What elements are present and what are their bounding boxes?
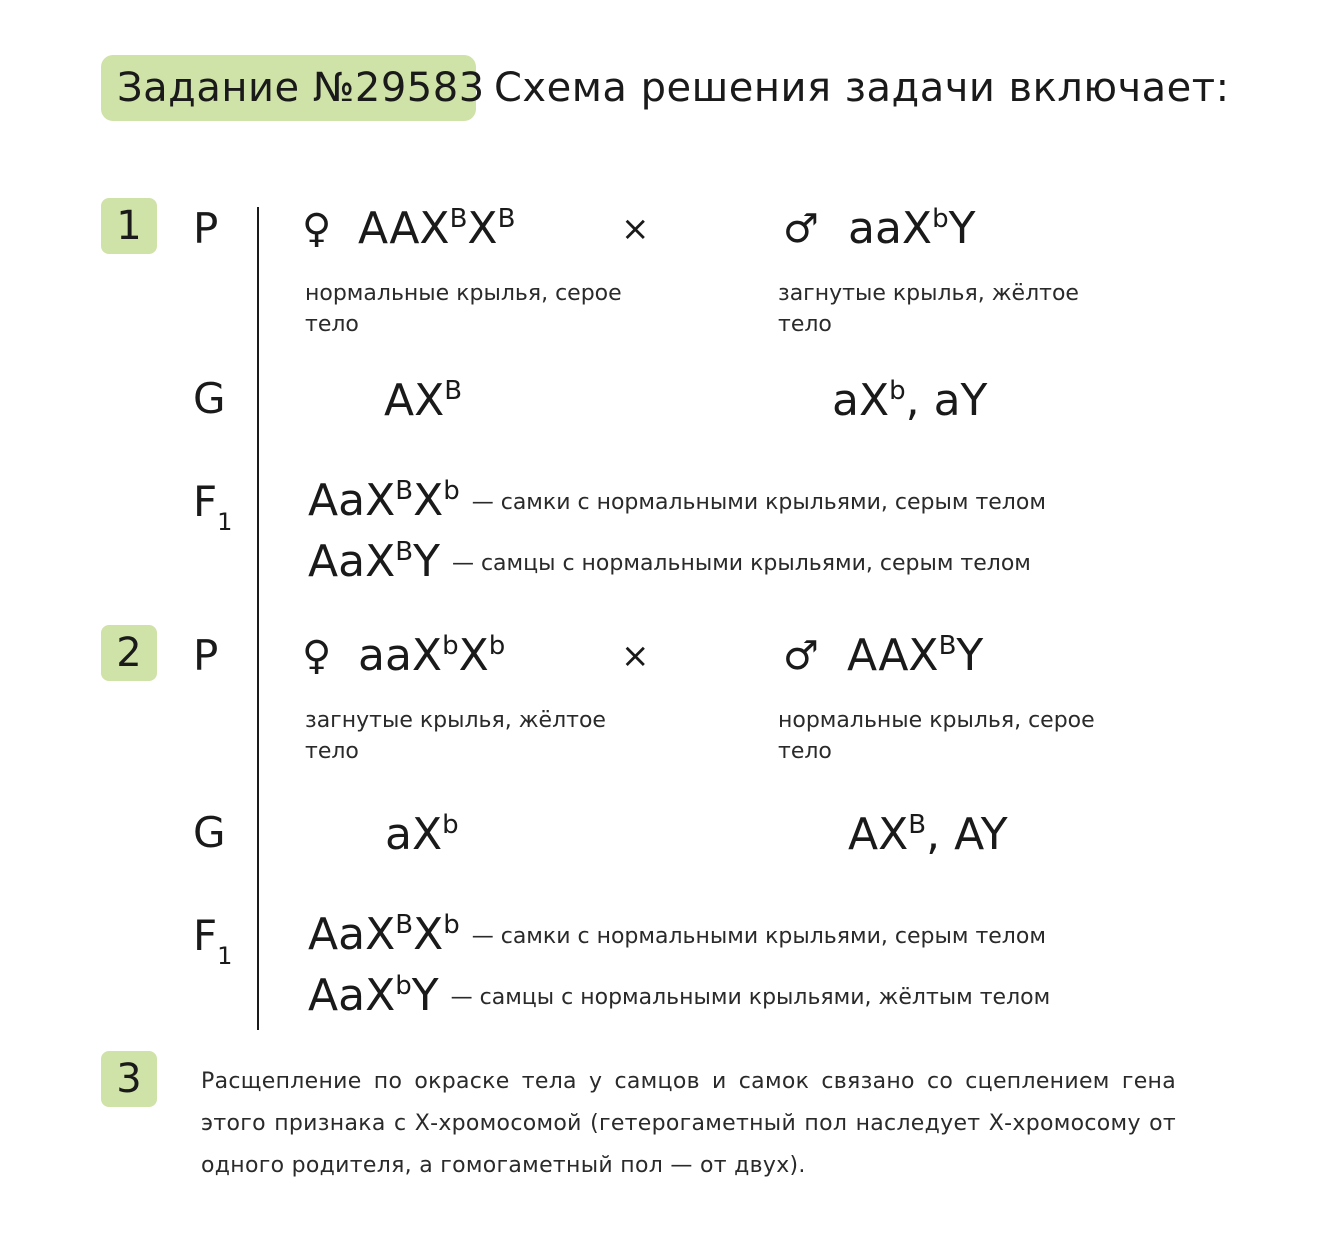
offspring-description: — самки с нормальными крыльями, серым телом	[471, 490, 1046, 515]
male-phenotype: загнутые крылья, жёлтое тело	[778, 281, 1079, 337]
offspring-row: AaX$^b$Y — самцы с нормальными крыльями, жёлтым телом	[308, 970, 1051, 1021]
step-badge-3: 3	[101, 1051, 157, 1107]
male-phenotype: нормальные крылья, серое тело	[778, 708, 1095, 764]
offspring-label: $F_1$	[193, 477, 233, 536]
female-symbol-icon: ♀	[302, 206, 332, 252]
gametes-label: G	[193, 374, 226, 423]
offspring-row: AaX$^B$Y — самцы с нормальными крыльями, серым телом	[308, 536, 1031, 587]
cross-symbol: ×	[621, 636, 650, 676]
male-gametes: $AX^B$, AY	[848, 809, 1008, 860]
female-genotype: $AAX^BX^B$	[358, 203, 516, 254]
step-badge-1: 1	[101, 198, 157, 254]
female-genotype: $aaX^bX^b$	[358, 630, 506, 681]
offspring-description: — самцы с нормальными крыльями, серым телом	[451, 551, 1031, 576]
female-phenotype: нормальные крылья, серое тело	[305, 281, 622, 337]
male-gametes: $aX^b$, aY	[832, 375, 988, 426]
female-gamete: $AX^B$	[384, 375, 463, 426]
offspring-row: $AaX^BX^b$ — самки с нормальными крыльями, серым телом	[308, 475, 1046, 526]
male-symbol-icon: ♂	[783, 206, 819, 252]
gametes-label: G	[193, 808, 226, 857]
offspring-description: — самцы с нормальными крыльями, жёлтым телом	[450, 985, 1051, 1010]
offspring-row: $AaX^BX^b$ — самки с нормальными крыльями, серым телом	[308, 909, 1046, 960]
female-gamete: $aX^b$	[385, 809, 459, 860]
conclusion-text: Расщепление по окраске тела у самцов и самок связано со сцеплением гена этого признака с Х-хромосомой (гетерогаметный пол наследует Х-хромосому от одного родителя, а гомогаметный пол — от двух).	[201, 1069, 1176, 1178]
male-genotype: $AAX^BY$	[847, 630, 984, 681]
offspring-description: — самки с нормальными крыльями, серым телом	[471, 924, 1046, 949]
offspring-label: $F_1$	[193, 911, 233, 970]
female-phenotype: загнутые крылья, жёлтое тело	[305, 708, 606, 764]
step-badge-2: 2	[101, 625, 157, 681]
male-genotype: aaX$^b$Y	[848, 203, 976, 254]
male-symbol-icon: ♂	[783, 633, 819, 679]
parents-label: P	[193, 204, 219, 253]
parents-label: P	[193, 631, 219, 680]
task-number-badge: Задание №29583	[101, 55, 476, 121]
cross-symbol: ×	[621, 209, 650, 249]
scheme-divider-line	[257, 207, 259, 1030]
female-symbol-icon: ♀	[302, 633, 332, 679]
page-title: Схема решения задачи включает:	[494, 65, 1230, 111]
